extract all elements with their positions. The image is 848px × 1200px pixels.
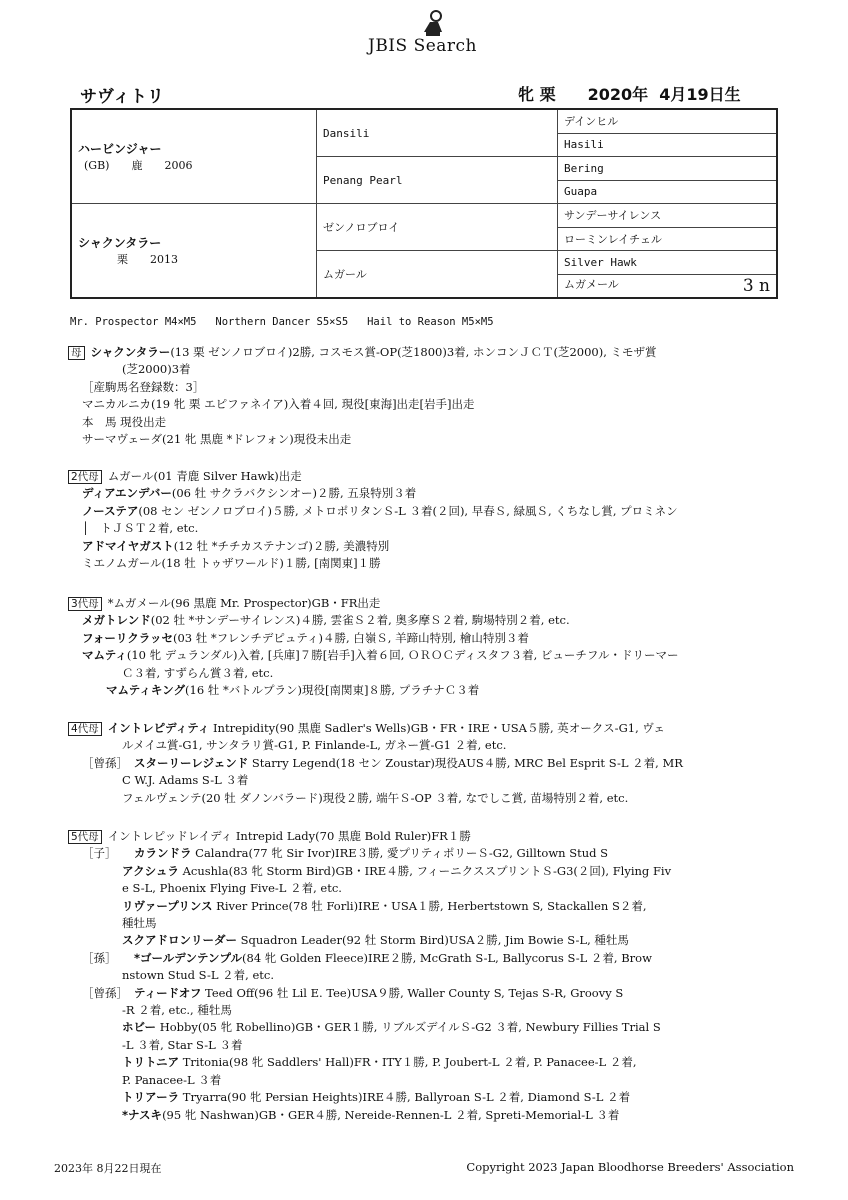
family-line: [68, 414, 728, 431]
record-text: │ トＪＳＴ２着, etc.: [82, 521, 199, 536]
record-text: Teed Off(96 牡 Lil E. Tee)USA９勝, Waller County S, Tejas S-R, Groovy S: [201, 985, 624, 1000]
family-line: [68, 682, 728, 699]
third-dam-section: [68, 595, 728, 699]
family-line: [68, 612, 728, 629]
family-line: [68, 898, 728, 915]
dam-section: [68, 344, 728, 448]
relation-label: ［曾孫］: [82, 755, 128, 770]
ancestor-name: ムガメール: [564, 277, 619, 291]
as-of-date: 2023年 8月22日現在: [54, 1162, 162, 1175]
record-text: (08 セン ゼンノロブロイ)５勝, メトロポリタンＳ-L ３着(２回), 早春Ｓ, 緑風Ｓ, くちなし賞, プロミネン: [138, 503, 678, 518]
family-line: [68, 1054, 728, 1071]
horse-name: カランドラ: [134, 846, 192, 861]
record-text: マニカルニカ(19 牝 栗 エピファネイア)入着４回, 現役[東海]出走[岩手]出走: [82, 397, 475, 412]
sire-cell: [71, 109, 317, 204]
dam-dam: ムガール: [317, 251, 558, 299]
family-line: [68, 863, 728, 880]
ancestor-g3: ローミンレイチェル: [558, 227, 778, 251]
record-text: -L ３着, Star S-L ３着: [122, 1037, 243, 1052]
relation-label: ［曾孫］: [82, 985, 128, 1000]
family-line: [68, 950, 728, 967]
ancestor-g3: Hasili: [558, 133, 778, 157]
horse-name: アクシュラ: [122, 863, 179, 878]
family-line: [68, 1089, 728, 1106]
record-text: ムガール(01 青鹿 Silver Hawk)出走: [107, 469, 302, 483]
record-text: ［産駒馬名登録数：3］: [82, 379, 205, 394]
jbis-logo: [368, 10, 498, 60]
family-line: [68, 772, 728, 789]
inbreeding-line: Mr. Prospector M4×M5 Northern Dancer S5×S5 Hail to Reason M5×M5: [70, 316, 494, 328]
horse-name: アドマイヤガスト: [82, 538, 174, 553]
horse-name: スターリーレジェンド: [134, 755, 249, 770]
family-line: [68, 880, 728, 897]
dam-info: 栗 2013: [84, 253, 178, 266]
family-line: [68, 1037, 728, 1054]
record-text: (06 牡 サクラバクシンオー)２勝, 五泉特別３着: [171, 486, 417, 501]
record-text: C W.J. Adams S-L ３着: [122, 773, 249, 788]
ancestor-g3: Bering: [558, 157, 778, 181]
record-text: -R ２着, etc., 種牡馬: [122, 1003, 232, 1018]
family-line: [68, 737, 728, 754]
family-line: [68, 344, 728, 361]
ancestor-g3-last: [558, 274, 778, 298]
horse-name: マムティ: [82, 648, 127, 663]
family-line: [68, 538, 728, 555]
record-text: (13 栗 ゼンノロブロイ)2勝, コスモス賞-OP(芝1800)3着, ホンコンＪＣＴ(芝2000), ミモザ賞: [170, 345, 657, 359]
family-line: [68, 1107, 728, 1124]
pedigree-table: [70, 108, 778, 299]
record-text: nstown Stud S-L ２着, etc.: [122, 968, 274, 983]
horse-name: トリアーラ: [122, 1090, 180, 1105]
record-text: (03 牡 *フレンチデピュティ)４勝, 白嶺Ｓ, 羊蹄山特別, 檜山特別３着: [172, 630, 529, 645]
family-line: [68, 665, 728, 682]
family-line: [68, 967, 728, 984]
family-line: [68, 985, 728, 1002]
record-text: Squadron Leader(92 牡 Storm Bird)USA２勝, Jim Bowie S-L, 種牡馬: [237, 933, 629, 948]
record-text: (95 牝 Nashwan)GB・GER４勝, Nereide-Rennen-L ２着, Spreti-Memorial-L ３着: [162, 1107, 620, 1122]
sire-sire: Dansili: [317, 109, 558, 157]
sire-dam: Penang Pearl: [317, 157, 558, 204]
family-line: [68, 845, 728, 862]
sire-info: (GB) 鹿 2006: [84, 159, 193, 172]
horse-name: スクアドロンリーダー: [122, 933, 237, 948]
fifth-dam-section: [68, 828, 728, 1124]
relation-label: ［孫］: [82, 950, 117, 965]
record-text: (16 牡 *バトルプラン)現役[南関東]８勝, プラチナＣ３着: [185, 683, 480, 698]
horse-name: サヴィトリ: [80, 87, 164, 107]
horse-sex-color-birth: 牝 栗 2020年 4月19日生: [518, 85, 741, 104]
family-line: [68, 1019, 728, 1036]
family-line: [68, 1072, 728, 1089]
record-text: (84 牝 Golden Fleece)IRE２勝, McGrath S-L, Ballycorus S-L ２着, Brow: [242, 950, 652, 965]
family-line: [68, 720, 728, 737]
horse-name: イントレピディティ: [107, 721, 210, 735]
family-line: [68, 932, 728, 949]
ancestor-g3: Silver Hawk: [558, 251, 778, 275]
record-text: River Prince(78 牡 Forli)IRE・USA１勝, Herbertstown S, Stackallen S２着,: [212, 898, 647, 913]
record-text: イントレピッドレイディ Intrepid Lady(70 黒鹿 Bold Ruler)FR１勝: [107, 829, 471, 843]
family-line: [68, 647, 728, 664]
horse-name: *ナスキ: [122, 1107, 163, 1122]
horse-rider-icon: [420, 10, 446, 38]
horse-name: リヴァープリンス: [122, 898, 213, 913]
record-text: (10 牝 デュランダル)入着, [兵庫]７勝[岩手]入着６回, ＯＲＯＣディスタフ３着, ビューチフル・ドリーマー: [126, 648, 679, 663]
record-text: 種牡馬: [122, 916, 157, 931]
record-text: Intrepidity(90 黒鹿 Sadler's Wells)GB・FR・IRE・USA５勝, 英オークス-G1, ヴェ: [209, 721, 665, 735]
ancestor-g3: サンデーサイレンス: [558, 204, 778, 228]
family-line: [68, 520, 728, 537]
family-line: [68, 468, 728, 485]
relation-label: ［子］: [82, 846, 117, 861]
record-text: (芝2000)3着: [122, 362, 191, 377]
fourth-dam-section: [68, 720, 728, 807]
record-text: Acushla(83 牝 Storm Bird)GB・IRE４勝, フィーニクススプリントＳ-G3(２回), Flying Fiv: [178, 863, 672, 878]
record-text: Tritonia(98 牝 Saddlers' Hall)FR・ITY１勝, P. Joubert-L ２着, P. Panacee-L ２着,: [179, 1055, 637, 1070]
record-text: Calandra(77 牝 Sir Ivor)IRE３勝, 愛プリティポリーＳ-G2, Gilltown Stud S: [191, 846, 609, 861]
second-dam-section: [68, 468, 728, 572]
logo-text: JBIS Search: [368, 36, 478, 56]
record-text: Hobby(05 牝 Robellino)GB・GER１勝, リブルズデイルＳ-G2 ３着, Newbury Fillies Trial S: [156, 1020, 661, 1035]
horse-name: メガトレンド: [82, 613, 151, 628]
family-line: [68, 431, 728, 448]
family-line: [68, 555, 728, 572]
family-line: [68, 485, 728, 502]
horse-name: ディアエンデバー: [82, 486, 172, 501]
family-line: [68, 1002, 728, 1019]
record-text: (12 牡 *チチカステナンゴ)２勝, 美濃特別: [173, 538, 390, 553]
record-text: フェルヴェンテ(20 牡 ダノンバラード)現役２勝, 端午Ｓ-OP ３着, なでしこ賞, 苗場特別２着, etc.: [122, 790, 629, 805]
dam-cell: [71, 204, 317, 299]
family-line: [68, 755, 728, 772]
cross-badge: 3 n: [742, 275, 770, 296]
family-line: [68, 503, 728, 520]
record-text: Tryarra(90 牝 Persian Heights)IRE４勝, Ballyroan S-L ２着, Diamond S-L ２着: [179, 1090, 631, 1105]
record-text: *ムガメール(96 黒鹿 Mr. Prospector)GB・FR出走: [107, 596, 381, 610]
generation-tag: 母: [68, 346, 85, 360]
family-line: [68, 630, 728, 647]
horse-name: トリトニア: [122, 1055, 180, 1070]
record-text: Ｃ３着, すずらん賞３着, etc.: [122, 665, 274, 680]
sire-name: ハービンジャー: [78, 142, 162, 156]
family-line: [68, 828, 728, 845]
record-text: ミエノムガール(18 牡 トゥザワールド)１勝, [南関東]１勝: [82, 556, 381, 571]
horse-name: マムティキング: [106, 683, 186, 698]
horse-name: フォーリクラッセ: [82, 630, 173, 645]
ancestor-g3: Guapa: [558, 180, 778, 204]
record-text: (02 牡 *サンデーサイレンス)４勝, 雲雀Ｓ２着, 奥多摩Ｓ２着, 駒場特別２着, etc.: [150, 613, 570, 628]
family-line: [68, 595, 728, 612]
record-text: e S-L, Phoenix Flying Five-L ２着, etc.: [122, 881, 342, 896]
family-line: [68, 915, 728, 932]
generation-tag: 3代母: [68, 597, 102, 611]
family-line: [68, 396, 728, 413]
dam-sire: ゼンノロブロイ: [317, 204, 558, 251]
copyright: Copyright 2023 Japan Bloodhorse Breeders' Association: [466, 1160, 794, 1174]
generation-tag: 5代母: [68, 830, 102, 844]
dam-name: シャクンタラー: [78, 236, 162, 250]
generation-tag: 4代母: [68, 722, 102, 736]
record-text: Starry Legend(18 セン Zoustar)現役AUS４勝, MRC Bel Esprit S-L ２着, MR: [248, 755, 683, 770]
record-text: サーマヴェーダ(21 牝 黒鹿 *ドレフォン)現役未出走: [82, 432, 352, 447]
horse-name: ティードオフ: [134, 985, 202, 1000]
ancestor-g3: デインヒル: [558, 109, 778, 133]
horse-name: *ゴールデンテンプル: [134, 950, 243, 965]
family-line: [68, 790, 728, 807]
horse-name: ホビー: [122, 1020, 157, 1035]
family-line: [68, 379, 728, 396]
record-text: ルメイユ賞-G1, サンタラリ賞-G1, P. Finlande-L, ガネー賞-G1 ２着, etc.: [122, 738, 507, 753]
record-text: P. Panacee-L ３着: [122, 1072, 222, 1087]
horse-name: シャクンタラー: [90, 345, 171, 359]
family-line: [68, 361, 728, 378]
horse-name: ノーステア: [82, 503, 139, 518]
generation-tag: 2代母: [68, 470, 102, 484]
record-text: 本 馬 現役出走: [82, 414, 167, 429]
